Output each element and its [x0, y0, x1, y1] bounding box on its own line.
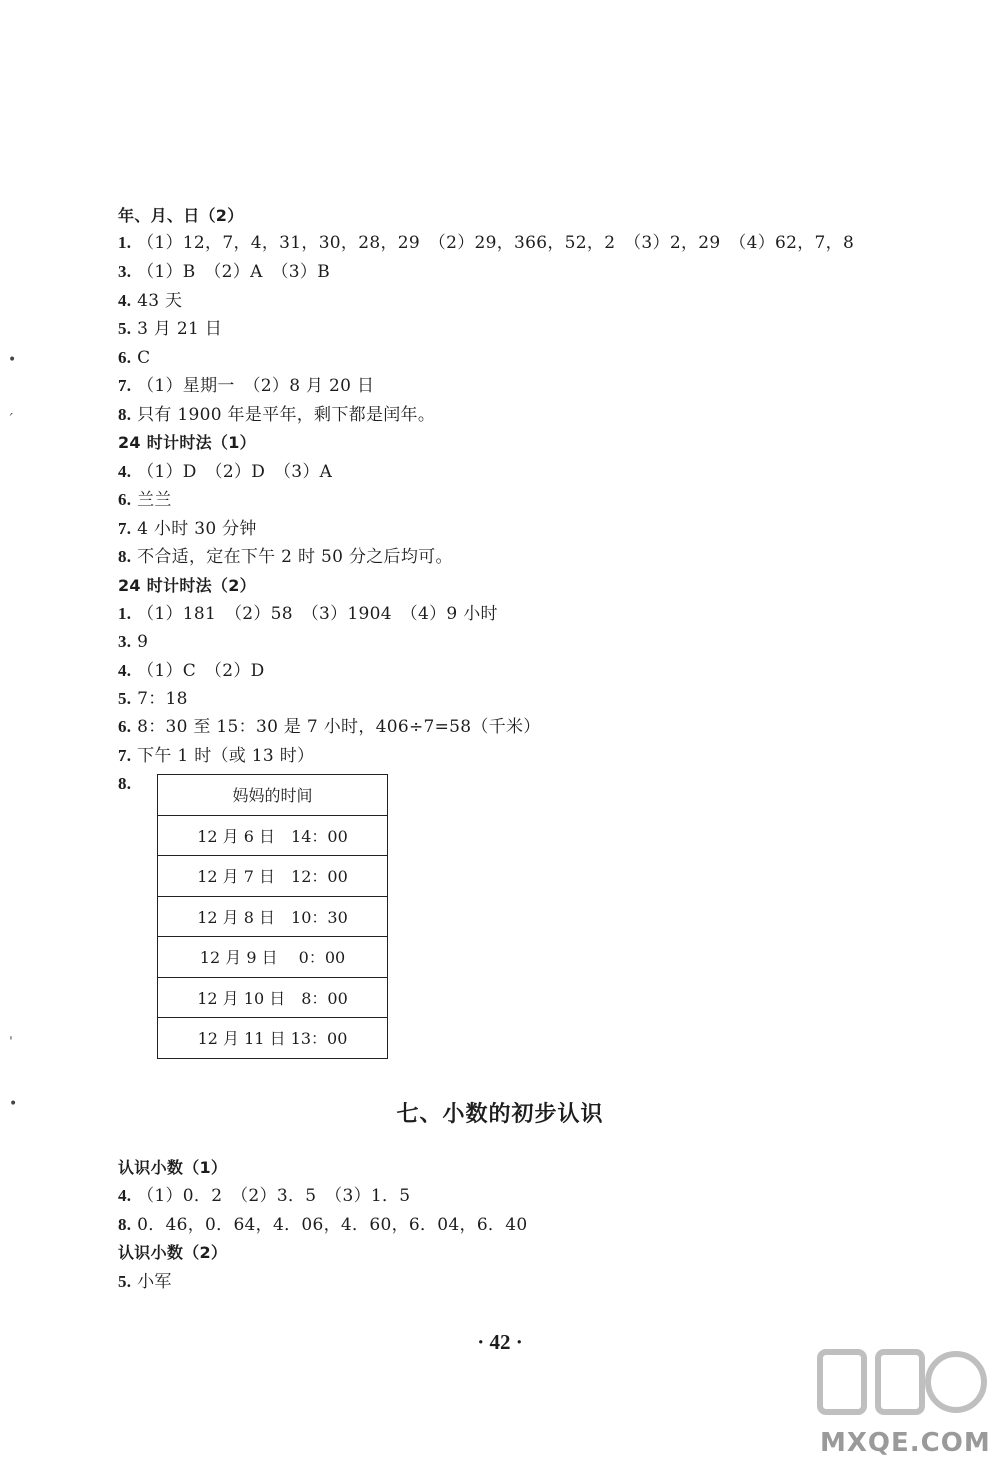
watermark-text: MXQE.COM — [820, 1428, 991, 1458]
item-text: 8：30 至 15：30 是 7 小时，406÷7=58（千米） — [137, 717, 541, 737]
answer-line — [118, 1185, 410, 1207]
item-text: 43 天 — [137, 291, 183, 311]
answer-line — [118, 347, 150, 369]
item-text: （1）12，7，4，31，30，28，29 （2）29，366，52，2 （3）2，29 （4）62，7，8 — [137, 233, 855, 253]
answer-line — [118, 489, 172, 511]
item-number: 7. — [118, 746, 132, 765]
item-text: 4 小时 30 分钟 — [137, 519, 257, 539]
table-cell: 12 月 7 日 12：00 — [158, 856, 388, 897]
table-cell: 12 月 8 日 10：30 — [158, 896, 388, 937]
item-text: 不合适，定在下午 2 时 50 分之后均可。 — [137, 547, 453, 567]
table-row — [158, 775, 388, 816]
item-text: 3 月 21 日 — [137, 319, 223, 339]
item-number: 8. — [118, 774, 132, 793]
table-row — [158, 815, 388, 856]
item-number: 1. — [118, 233, 132, 252]
table-cell: 12 月 10 日 8：00 — [158, 977, 388, 1018]
answer-line — [118, 688, 188, 710]
table-cell: 12 月 6 日 14：00 — [158, 815, 388, 856]
item-number: 5. — [118, 319, 132, 338]
item-number: 4. — [118, 291, 132, 310]
item-number: 3. — [118, 262, 132, 281]
item-text: 小军 — [137, 1272, 172, 1292]
item-text: 9 — [137, 632, 149, 652]
item-text: C — [137, 348, 151, 368]
table-row — [158, 856, 388, 897]
item-number: 3. — [118, 632, 132, 651]
item-text: （1）星期一 （2）8 月 20 日 — [137, 376, 375, 396]
answer-line — [118, 745, 314, 767]
item-text: 7：18 — [137, 689, 188, 709]
answer-line — [118, 546, 453, 568]
item-number: 6. — [118, 490, 132, 509]
scan-mark-icon: ˊ — [7, 412, 14, 428]
item-number: 1. — [118, 604, 132, 623]
item-number: 6. — [118, 717, 132, 736]
answer-line — [118, 375, 374, 397]
mom-time-table — [157, 774, 388, 1059]
answer-line — [118, 773, 131, 795]
item-text: （1）181 （2）58 （3）1904 （4）9 小时 — [137, 604, 498, 624]
item-text: （1）C （2）D — [137, 661, 265, 681]
answer-line — [118, 290, 182, 312]
item-number: 8. — [118, 547, 132, 566]
item-number: 4. — [118, 462, 132, 481]
table-row — [158, 1018, 388, 1059]
scan-dot-icon: ˈ — [9, 1035, 13, 1051]
item-number: 8. — [118, 1215, 132, 1234]
table-header-cell: 妈妈的时间 — [158, 775, 388, 816]
answer-line — [118, 603, 498, 625]
item-text: 下午 1 时（或 13 时） — [137, 746, 315, 766]
item-text: （1）D （2）D （3）A — [137, 462, 333, 482]
item-number: 5. — [118, 1272, 132, 1291]
item-number: 6. — [118, 348, 132, 367]
table-cell: 12 月 9 日 0：00 — [158, 937, 388, 978]
chapter-title: 七、小数的初步认识 — [396, 1102, 604, 1127]
section-heading: 24 时计时法（1） — [118, 433, 256, 452]
table-row — [158, 937, 388, 978]
answer-line — [118, 461, 332, 483]
item-number: 7. — [118, 376, 132, 395]
item-number: 5. — [118, 689, 132, 708]
item-text: （1）B （2）A （3）B — [137, 262, 330, 282]
item-text: 兰兰 — [137, 490, 172, 510]
answer-line — [118, 716, 541, 738]
item-number: 4. — [118, 661, 132, 680]
answer-line — [118, 631, 148, 653]
answer-line — [118, 318, 222, 340]
answer-line — [118, 261, 330, 283]
table-row — [158, 896, 388, 937]
section-heading: 认识小数（2） — [118, 1243, 228, 1262]
page-number: · 42 · — [477, 1330, 523, 1354]
answer-line — [118, 404, 435, 426]
section-heading: 年、月、日（2） — [118, 206, 244, 225]
item-number: 8. — [118, 405, 132, 424]
item-text: 0．46，0．64，4．06，4．60，6．04，6．40 — [137, 1215, 528, 1235]
item-text: 只有 1900 年是平年，剩下都是闰年。 — [137, 405, 436, 425]
answer-line — [118, 518, 257, 540]
item-number: 4. — [118, 1186, 132, 1205]
answer-line — [118, 232, 854, 254]
answer-line — [118, 1271, 172, 1293]
answer-line — [118, 1214, 527, 1236]
table-row — [158, 977, 388, 1018]
scan-dot-icon: • — [9, 1096, 18, 1112]
section-heading: 认识小数（1） — [118, 1158, 228, 1177]
section-heading: 24 时计时法（2） — [118, 576, 256, 595]
table-cell: 12 月 11 日 13：00 — [158, 1018, 388, 1059]
item-number: 7. — [118, 519, 132, 538]
item-text: （1）0．2 （2）3．5 （3）1．5 — [137, 1186, 411, 1206]
scan-dot-icon: • — [8, 352, 17, 368]
answer-line — [118, 660, 265, 682]
